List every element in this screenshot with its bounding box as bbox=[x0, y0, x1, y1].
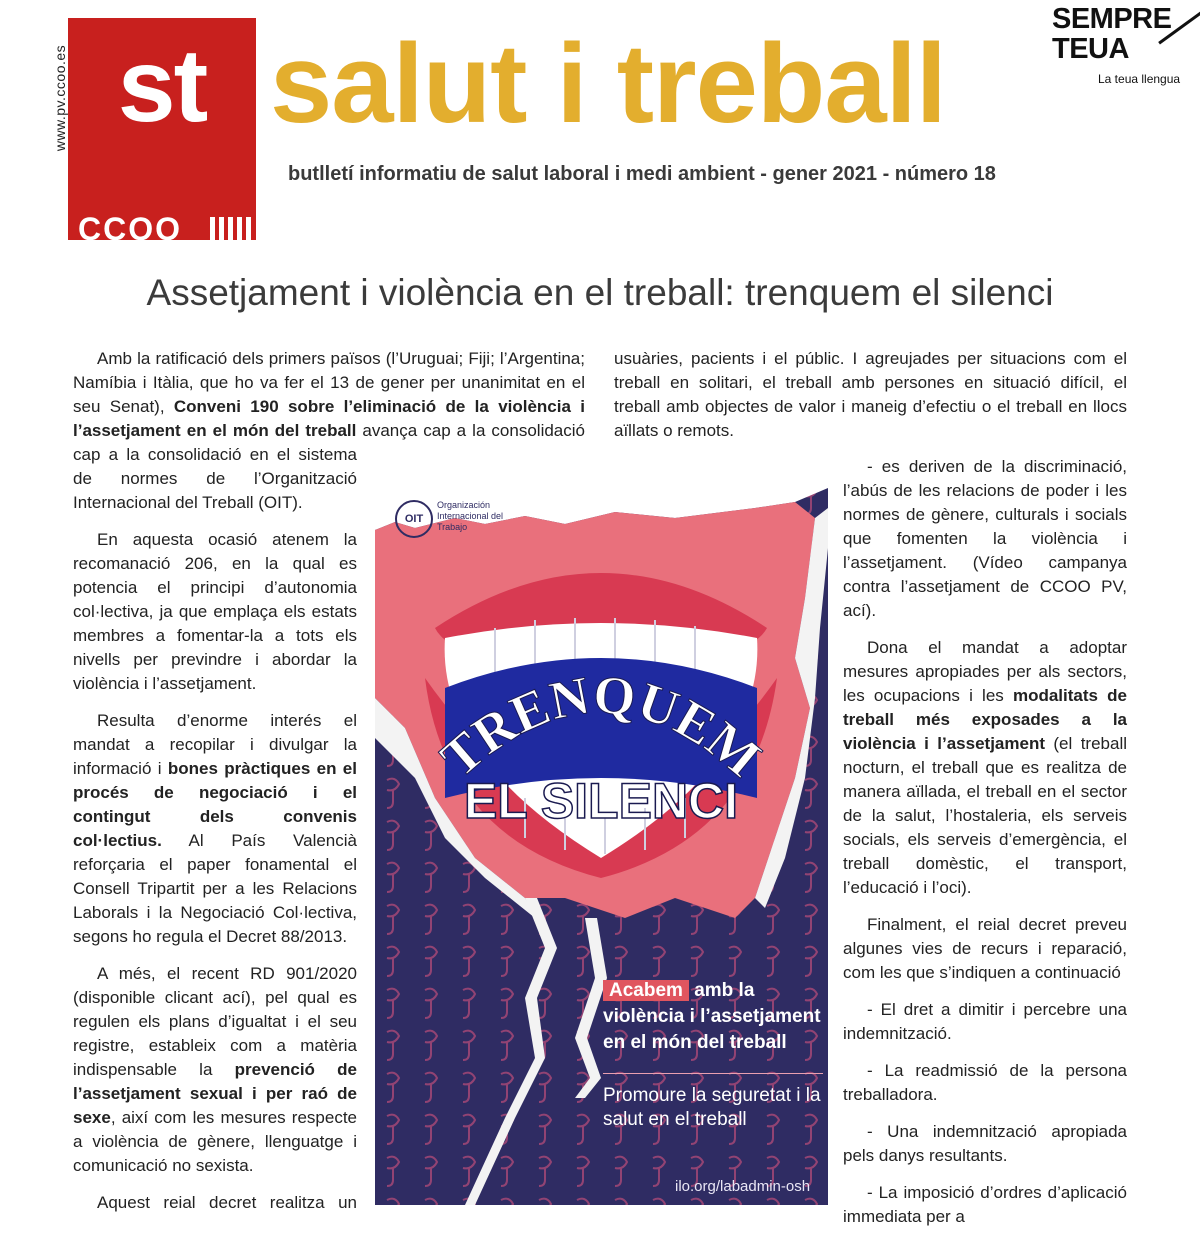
paragraph: En aquesta ocasió atenem la recomanació 206, en la qual es potencia el principi d’autonomia col·lectiva, ja que emplaça els estats membres a fomentar-la a tots els nivells per previndre i abordar la violència i l’assetjament. bbox=[73, 530, 357, 693]
campaign-tagline: La teua llengua bbox=[1098, 72, 1181, 86]
paragraph: Finalment, el reial decret preveu algunes vies de recurs i reparació, com les que s’indiquen a continuació bbox=[843, 915, 1127, 982]
paragraph: - es deriven de la discriminació, l’abús de les relacions de poder i les normes de gènere, culturals i socials que fomenten la violència i l’assetjament. (Vídeo campanya contra l’assetjament de CCOO PV, ací). bbox=[843, 457, 1127, 620]
highlight-word: Acabem bbox=[603, 980, 689, 1001]
poster-message: Acabem amb la violència i l’assetjament en el món del treball bbox=[603, 980, 821, 1053]
paragraph: Dona el mandat a adoptar mesures apropiades per als sectors, les ocupacions i les modalitats de treball més exposades a la violència i l’assetjament (el treball nocturn, el treball que es realitza de manera aïllada, el treball en el sector de la salut, l’hostaleria, els serveis socials, els serveis d’emergència, el treball domèstic, el transport, l’educació i l’oci). bbox=[843, 638, 1127, 897]
logo-st: st bbox=[117, 28, 207, 144]
slogan-top: TRENQUEM bbox=[429, 663, 773, 789]
website-url-vertical[interactable] bbox=[50, 18, 70, 178]
left-column-narrow bbox=[73, 443, 357, 1218]
logo-bars-icon bbox=[210, 217, 255, 248]
oit-name: Organización Internacional del Trabajo bbox=[437, 500, 504, 532]
bulletin-title: salut i treball bbox=[270, 21, 946, 146]
campaign-line1: SEMPRE bbox=[1052, 3, 1172, 35]
campaign-poster bbox=[375, 478, 828, 1205]
campaign-line2: TEUA bbox=[1052, 33, 1129, 65]
paragraph: cap a la consolidació en el sistema de normes de l’Organització Internacional del Treball (OIT). bbox=[73, 445, 357, 512]
paragraph: Amb la ratificació dels primers països (l’Uruguai; Fiji; l’Argentina; Namíbia i Itàlia, que ho va fer el 13 de gener per unanimitat en el seu Senat), Conveni 190 sobre l’eliminació de la violència i l’assetjament en el món del treball avança cap a la consolidació bbox=[73, 349, 585, 440]
left-column-top bbox=[73, 347, 585, 443]
paragraph: Aquest reial decret realitza un bbox=[97, 1193, 357, 1212]
oit-logo-icon: OIT bbox=[395, 500, 433, 538]
right-column-narrow bbox=[843, 455, 1127, 1242]
paragraph: A més, el recent RD 901/2020 (disponible clicant ací), pel qual es regulen els plans d’igualtat i el seu registre, estableix com a matèria indispensable la prevenció de l’assetjament sexual i per raó de sexe, així com les mesures respecte a violència de gènere, llenguatge i comunicació no sexista. bbox=[73, 964, 357, 1175]
poster-promo: Promoure la seguretat i la salut en el treball bbox=[603, 1085, 821, 1130]
list-item: - Una indemnització apropiada pels danys resultants. bbox=[843, 1122, 1127, 1165]
poster-divider bbox=[603, 1073, 823, 1074]
headline: Assetjament i violència en el treball: trenquem el silenci bbox=[146, 272, 1054, 313]
right-column-top bbox=[614, 347, 1127, 456]
sempre-teua-logo bbox=[1052, 4, 1192, 86]
slogan-bottom: EL SILENCI bbox=[463, 773, 739, 829]
paragraph: usuàries, pacients i el públic. I agreujades per situacions com el treball en solitari, el treball amb persones en situació difícil, el treball amb objectes de valor i maneig d’efectiu o el treball en llocs aïllats o remots. bbox=[614, 349, 1127, 440]
poster-url[interactable]: ilo.org/labadmin-osh bbox=[675, 1178, 811, 1195]
list-item: - La imposició d’ordres d’aplicació immediata per a bbox=[843, 1183, 1127, 1226]
bulletin-subtitle: butlletí informatiu de salut laboral i medi ambient - gener 2021 - número 18 bbox=[288, 163, 996, 185]
paragraph: Resulta d’enorme interés el mandat a recopilar i divulgar la informació i bones pràctiques en el procés de negociació i el contingut dels convenis col·lectius. Al País Valencià reforçaria el paper fonamental el Consell Tripartit per a les Relacions Laborals i la Negociació Col·lectiva, segons ho regula el Decret 88/2013. bbox=[73, 711, 357, 946]
website-url[interactable]: www.pv.ccoo.es bbox=[52, 44, 68, 152]
list-item: - La readmissió de la persona treballadora. bbox=[843, 1061, 1127, 1104]
list-item: - El dret a dimitir i percebre una indemnització. bbox=[843, 1000, 1127, 1043]
st-ccoo-logo bbox=[68, 18, 256, 247]
logo-ccoo: CCOO bbox=[78, 211, 182, 247]
